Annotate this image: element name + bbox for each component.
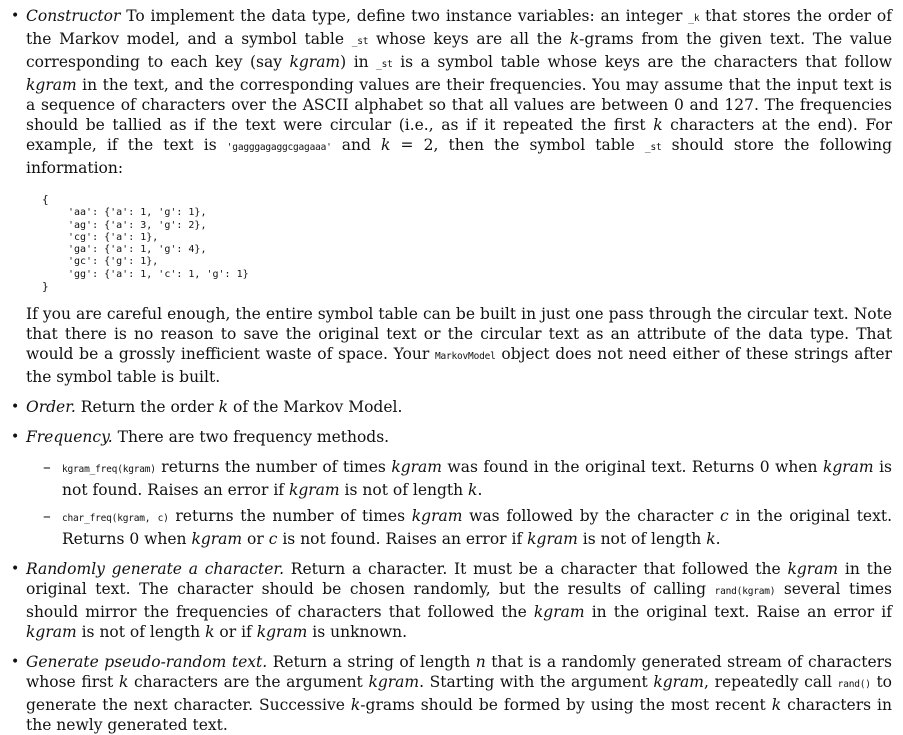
code-inline: rand(kgram)	[714, 586, 776, 598]
random-char-item	[10, 559, 892, 642]
math-var: n	[475, 653, 486, 672]
math-var: k	[569, 30, 580, 48]
random-title: Randomly generate a character.	[26, 560, 285, 579]
text: or	[242, 530, 269, 549]
math-var: kgram	[787, 560, 839, 579]
code-line: 'gg': {'a': 1, 'c': 1, 'g': 1}	[68, 268, 249, 280]
math-var: k	[706, 530, 716, 549]
text: is not found. Raises an error if	[62, 458, 892, 500]
text: To implement the data type, define two instance variables: an integer	[120, 7, 689, 25]
math-var: c	[720, 507, 729, 526]
text: is not of length	[339, 481, 469, 500]
frequency-item	[10, 427, 892, 447]
text: in the original text. Returns 0 when	[62, 507, 893, 549]
math-var: k	[118, 673, 129, 692]
code-inline: rand()	[837, 679, 871, 691]
text: was followed by the character	[462, 507, 721, 526]
math-var: k	[205, 623, 215, 642]
code-open-brace: {	[42, 193, 49, 206]
bullet-icon: •	[11, 399, 20, 416]
code-inline: _st	[644, 142, 662, 153]
bullet-icon: •	[11, 654, 20, 671]
math-var: kgram	[411, 507, 463, 526]
text: object does not need either of these strings after the symbol table is built.	[26, 345, 892, 387]
constructor-title: Constructor	[26, 7, 121, 25]
symbol-table-code-block	[42, 194, 892, 294]
text: -grams should be formed by using the most recent	[360, 696, 772, 715]
code-inline: MarkovModel	[434, 351, 496, 363]
math-var: kgram	[26, 623, 77, 642]
math-var: k	[381, 136, 391, 154]
math-var: k	[653, 116, 663, 134]
text: returns the number of times	[168, 507, 412, 526]
text: several times should mirror the frequencies of characters that followed the	[26, 580, 893, 622]
math-var: kgram	[288, 481, 340, 500]
code-line: 'aa': {'a': 1, 'g': 1},	[68, 207, 207, 219]
text: Return the order	[75, 398, 219, 417]
text: , repeatedly call	[704, 673, 838, 692]
code-inline: _st	[351, 36, 369, 47]
math-var: k	[218, 398, 229, 417]
math-var: kgram	[368, 673, 420, 692]
math-var: kgram	[822, 458, 874, 477]
math-var: kgram	[289, 53, 341, 71]
text: .	[715, 530, 721, 549]
code-line: 'ga': {'a': 1, 'g': 4},	[68, 244, 207, 256]
code-close-brace: }	[42, 280, 49, 294]
bullet-icon: •	[11, 429, 20, 446]
text: .	[477, 481, 483, 500]
text: characters are the argument	[128, 673, 369, 692]
math-var: k	[350, 696, 361, 715]
text: or if	[214, 623, 257, 642]
math-var: kgram	[26, 76, 77, 94]
math-var: kgram	[391, 458, 442, 477]
document-page	[10, 0, 892, 735]
text: of the Markov Model.	[228, 398, 403, 417]
text: Return a string of length	[267, 653, 476, 672]
text: and	[331, 136, 382, 154]
text: to generate the next character. Successive	[26, 673, 893, 715]
math-var: kgram	[191, 530, 243, 549]
careful-paragraph	[26, 304, 892, 387]
text: in the text, and the corresponding values are their frequencies. You may assume that the input text is a sequence of characters over the ASCII alphabet so that all values are between 0 and 127. The frequencies should be tallied as if the text were circular (i.e., as if it repeated the first	[26, 76, 892, 134]
text: that is a randomly generated stream of characters whose first	[26, 653, 892, 692]
math-var: k	[468, 481, 478, 500]
bullet-icon: •	[11, 8, 20, 24]
text: is not of length	[76, 623, 206, 642]
order-item	[10, 397, 892, 417]
math-var: k	[771, 696, 782, 715]
bullet-icon: •	[11, 561, 20, 578]
code-inline: _st	[376, 59, 393, 70]
order-title: Order.	[26, 398, 76, 417]
text: should store the following information:	[26, 136, 892, 177]
text: There are two frequency methods.	[112, 428, 390, 447]
text: -grams from the given text. The value corresponding to each key (say	[26, 30, 892, 71]
dash-icon: –	[43, 507, 51, 526]
code-line: 'ag': {'a': 3, 'g': 2},	[68, 219, 207, 231]
math-var: kgram	[533, 603, 585, 622]
text: is a symbol table whose keys are the characters that follow	[392, 53, 893, 71]
frequency-paragraph	[26, 427, 892, 447]
text: Return a character. It must be a character that followed the	[284, 560, 788, 579]
code-line: 'cg': {'a': 1},	[68, 231, 159, 243]
text: returns the number of times	[155, 458, 392, 477]
generate-text-paragraph	[26, 652, 892, 735]
constructor-paragraph	[26, 6, 892, 178]
char-freq-paragraph	[62, 506, 892, 549]
text: characters at the end). For example, if the text is	[26, 116, 892, 154]
generate-title: Generate pseudo-random text.	[26, 653, 268, 672]
math-var: kgram	[256, 623, 308, 642]
constructor-item	[10, 6, 892, 387]
frequency-title: Frequency.	[26, 428, 113, 447]
generate-text-item	[10, 652, 892, 735]
text: whose keys are all the	[368, 30, 570, 48]
math-var: c	[268, 530, 278, 549]
math-var: kgram	[653, 673, 704, 692]
code-inline: _k	[688, 13, 700, 24]
text: is not found. Raises an error if	[277, 530, 528, 549]
random-char-paragraph	[26, 559, 892, 642]
text: is unknown.	[307, 623, 407, 642]
order-paragraph	[26, 397, 892, 417]
kgram-freq-paragraph	[62, 457, 892, 500]
code-line: 'gc': {'g': 1},	[68, 256, 159, 268]
kgram-freq-item	[10, 457, 892, 500]
math-var: kgram	[527, 530, 578, 549]
text: . Starting with the argument	[419, 673, 654, 692]
dash-icon: –	[43, 458, 51, 477]
text: ) in	[340, 53, 377, 71]
code-inline: char_freq(kgram, c)	[62, 513, 169, 525]
text: characters in the newly generated text.	[26, 696, 892, 735]
text: is not of length	[577, 530, 707, 549]
code-inline: 'gagggagaggcgagaaa'	[226, 142, 332, 153]
text: in the original text. Raise an error if	[584, 603, 893, 622]
text: was found in the original text. Returns 0 when	[441, 458, 823, 477]
text: If you are careful enough, the entire symbol table can be built in just one pass through the circular text. Note that there is no reason to save the original text or the circular text as an attribute of the data type. That would be a grossly inefficient waste of space. Your	[26, 305, 892, 364]
text: that stores the order of the Markov model, and a symbol table	[26, 7, 892, 48]
text: = 2, then the symbol table	[390, 136, 645, 154]
char-freq-item	[10, 506, 892, 549]
text: in the original text. The character should be chosen randomly, but the results of calling	[26, 560, 892, 599]
code-inline: kgram_freq(kgram)	[62, 464, 156, 476]
